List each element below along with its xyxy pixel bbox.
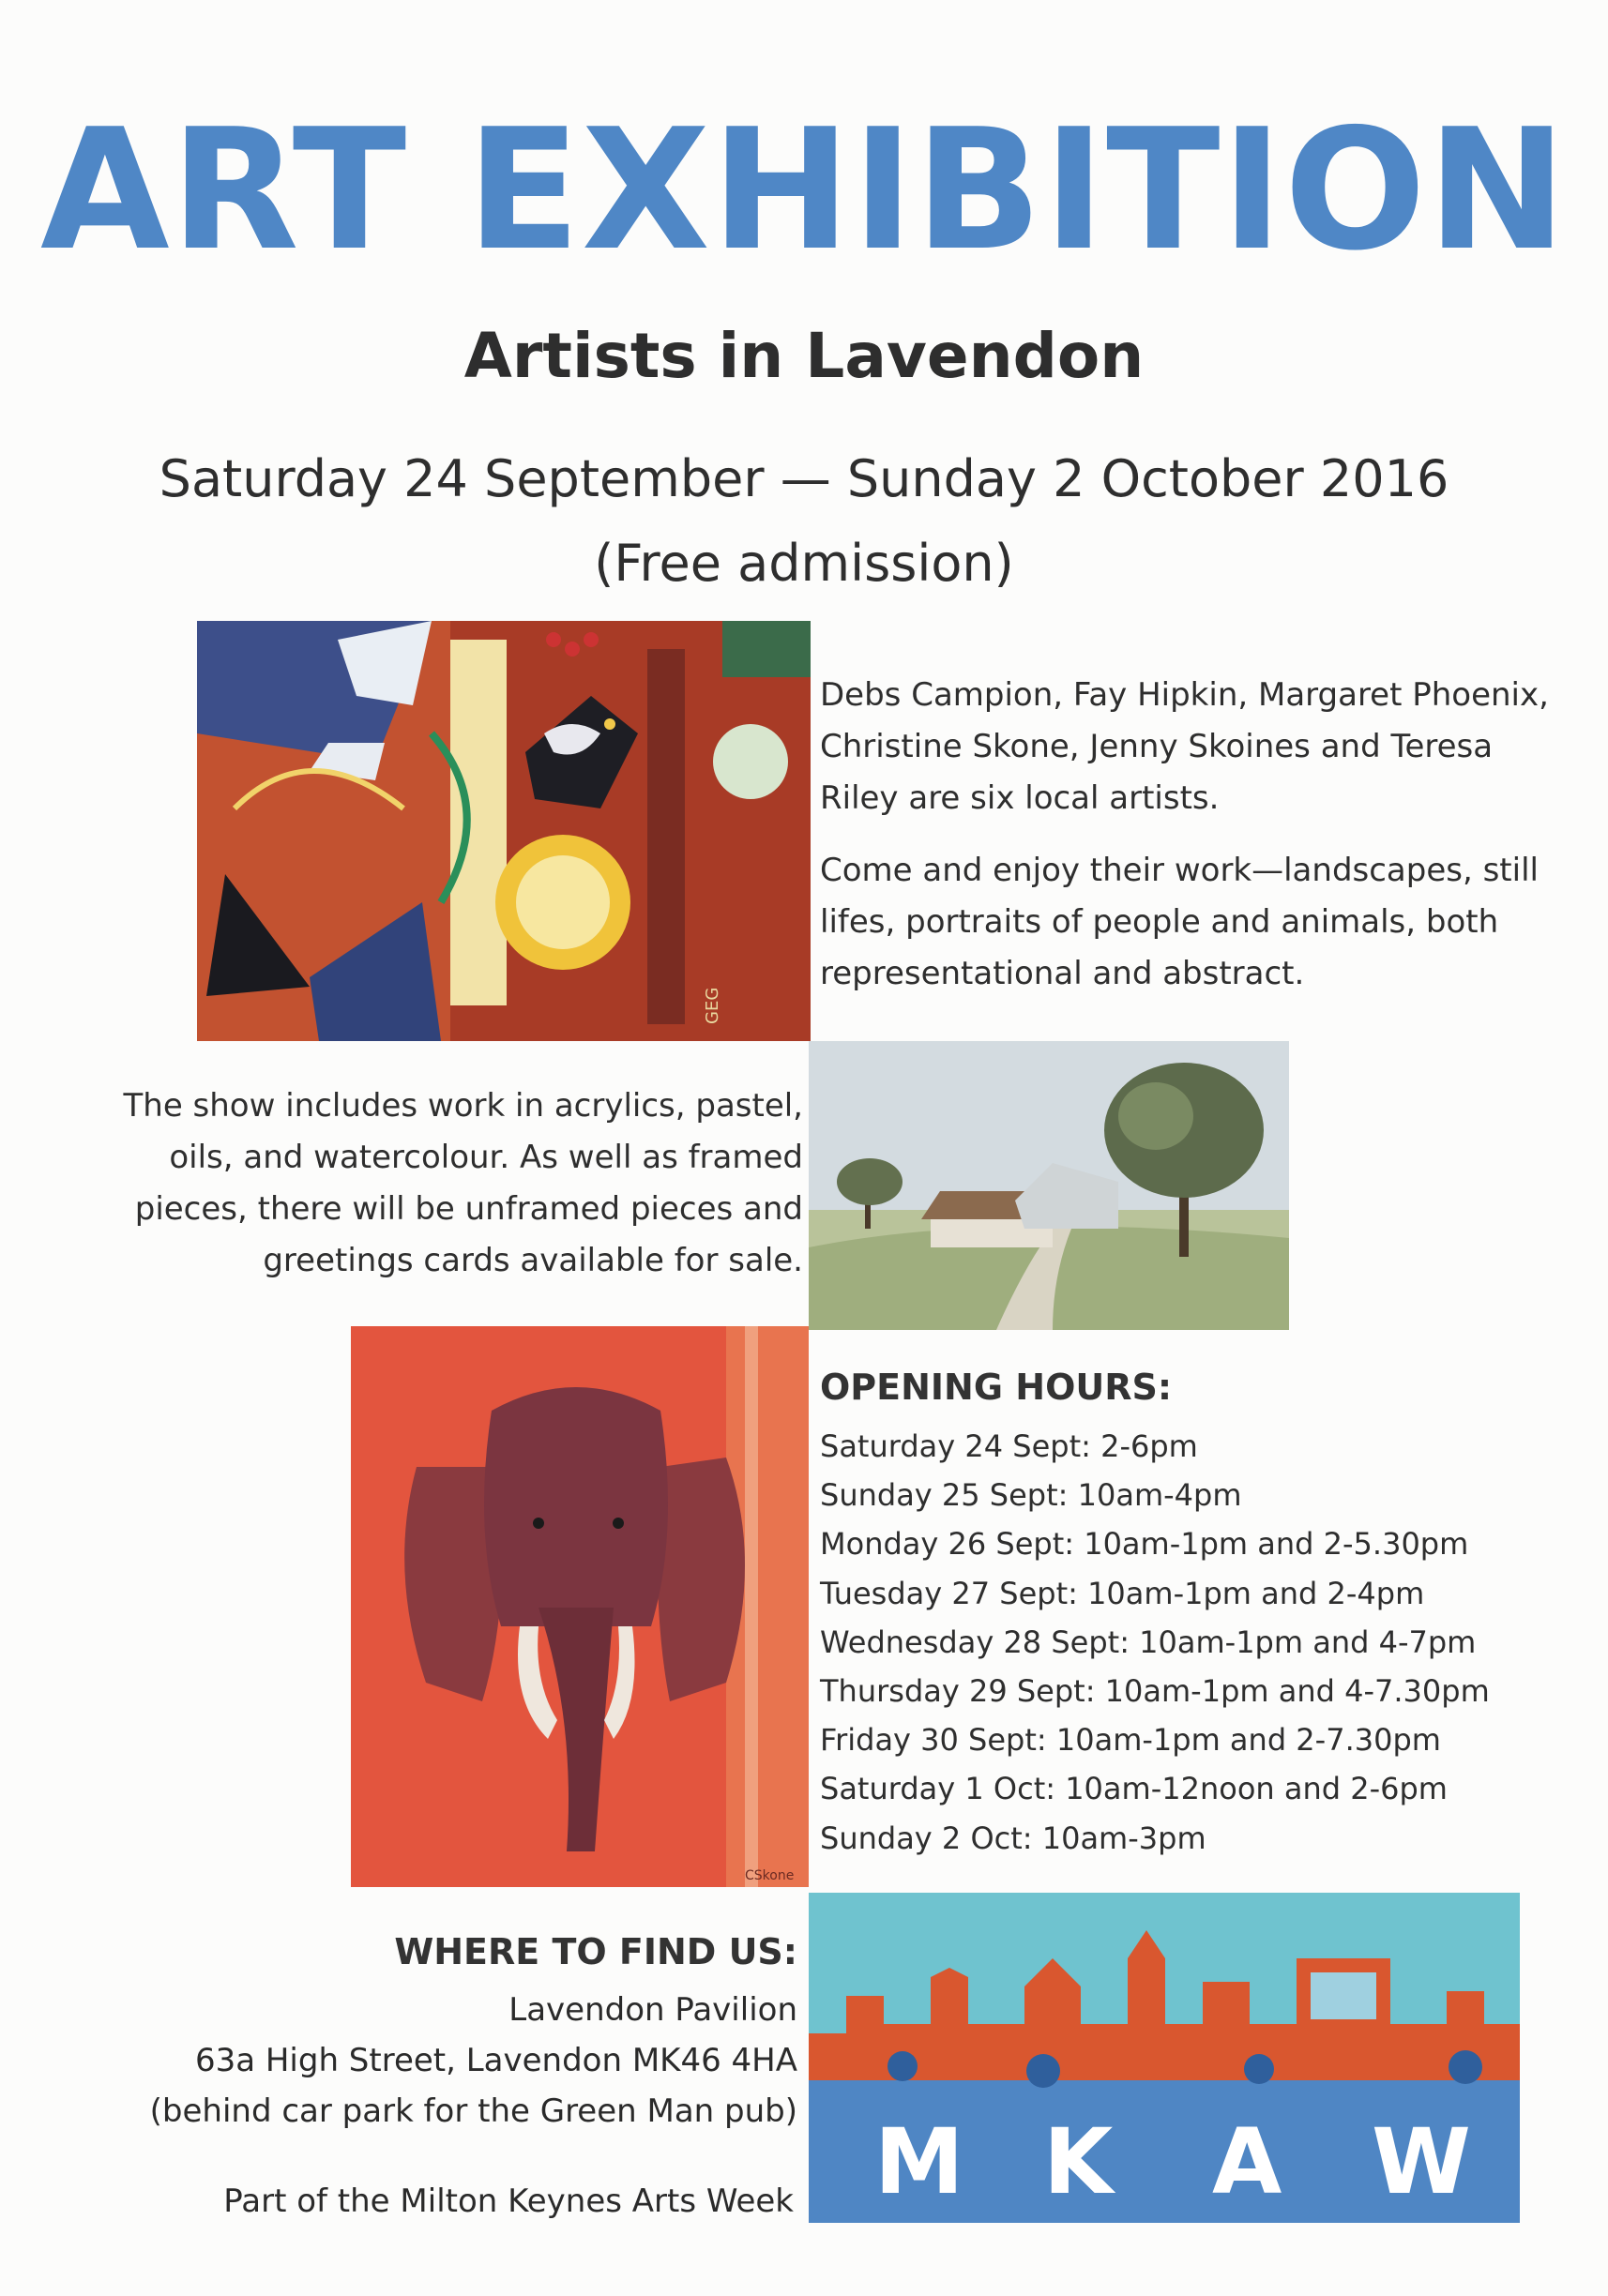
abstract-signature: GEG bbox=[703, 987, 722, 1024]
abstract-painting bbox=[197, 621, 811, 1041]
list-item: Saturday 24 Sept: 2-6pm bbox=[820, 1428, 1198, 1464]
poster-subtitle: Artists in Lavendon bbox=[463, 320, 1145, 392]
location-heading: WHERE TO FIND US: bbox=[394, 1931, 797, 1972]
mkaw-letter: A bbox=[1212, 2109, 1282, 2214]
admission-note: (Free admission) bbox=[594, 534, 1014, 593]
landscape-painting bbox=[809, 1041, 1289, 1330]
artists-paragraph: Debs Campion, Fay Hipkin, Margaret Phoenix, Christine Skone, Jenny Skoines and Teresa Riley are six local artists. bbox=[820, 676, 1549, 817]
mkaw-logo bbox=[809, 1893, 1520, 2223]
elephant-signature: CSkone bbox=[745, 1868, 795, 1883]
directions-note: (behind car park for the Green Man pub) bbox=[149, 2092, 797, 2130]
mkaw-letter: W bbox=[1372, 2109, 1471, 2214]
poster-title: ART EXHIBITION bbox=[39, 93, 1569, 287]
intro-section bbox=[820, 670, 1570, 1020]
list-item: Thursday 29 Sept: 10am-1pm and 4-7.30pm bbox=[820, 1673, 1490, 1710]
media-paragraph: The show includes work in acrylics, pastel, oils, and watercolour. As well as framed pieces, there will be unframed pieces and greetings cards available for sale. bbox=[123, 1087, 803, 1279]
arts-week-note: Part of the Milton Keynes Arts Week bbox=[223, 2183, 794, 2220]
list-item: Saturday 1 Oct: 10am-12noon and 2-6pm bbox=[820, 1771, 1448, 1807]
elephant-painting bbox=[351, 1326, 809, 1887]
description-paragraph: Come and enjoy their work—landscapes, still lifes, portraits of people and animals, both representational and abstract. bbox=[820, 852, 1539, 992]
list-item: Wednesday 28 Sept: 10am-1pm and 4-7pm bbox=[820, 1624, 1477, 1660]
opening-hours-list bbox=[820, 1422, 1490, 1863]
list-item: Monday 26 Sept: 10am-1pm and 2-5.30pm bbox=[820, 1526, 1469, 1563]
exhibition-dates: Saturday 24 September — Sunday 2 October 2016 bbox=[159, 449, 1449, 508]
address-block bbox=[84, 1985, 797, 2137]
opening-hours-heading: OPENING HOURS: bbox=[820, 1367, 1173, 1408]
street-address: 63a High Street, Lavendon MK46 4HA bbox=[194, 2042, 797, 2079]
mkaw-letter: M bbox=[874, 2109, 964, 2214]
list-item: Friday 30 Sept: 10am-1pm and 2-7.30pm bbox=[820, 1722, 1441, 1759]
list-item: Sunday 2 Oct: 10am-3pm bbox=[820, 1820, 1206, 1856]
list-item: Sunday 25 Sept: 10am-4pm bbox=[820, 1477, 1242, 1514]
venue-name: Lavendon Pavilion bbox=[508, 1991, 797, 2029]
mkaw-letter: K bbox=[1043, 2109, 1114, 2214]
list-item: Tuesday 27 Sept: 10am-1pm and 2-4pm bbox=[820, 1575, 1425, 1611]
